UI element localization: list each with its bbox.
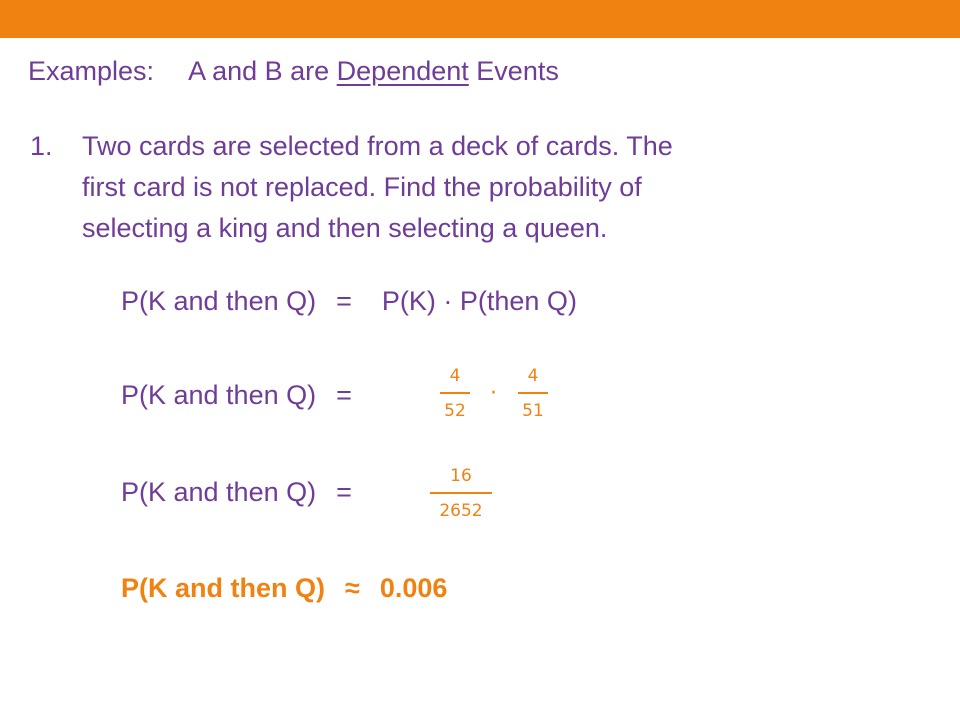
- slide-heading: [28, 56, 559, 87]
- equation-1-lhs: P(K and then Q): [121, 286, 317, 316]
- heading-prefix: Examples:: [28, 56, 155, 86]
- equation-4-operator: ≈: [345, 573, 360, 603]
- fraction-denominator: 52: [444, 401, 466, 421]
- heading-part2: Events: [468, 56, 559, 86]
- fraction-numerator: 4: [527, 366, 539, 386]
- equation-1-operator: =: [336, 286, 352, 316]
- problem-line-1: Two cards are selected from a deck of cards. The: [82, 131, 673, 161]
- equation-3-lhs: P(K and then Q): [121, 477, 317, 507]
- heading-underlined-term: Dependent: [336, 56, 469, 86]
- problem-number: 1.: [30, 131, 53, 161]
- equation-3: [121, 477, 352, 508]
- equation-3-operator: =: [336, 477, 352, 507]
- fraction-bar: [430, 492, 492, 494]
- fraction-numerator: 4: [449, 366, 461, 386]
- multiplication-dot: ·: [490, 381, 497, 406]
- problem-line-3: selecting a king and then selecting a queen.: [82, 213, 608, 243]
- problem-line-2: first card is not replaced. Find the probability of: [82, 172, 642, 202]
- equation-4-result: [121, 573, 447, 604]
- fraction-numerator: 16: [450, 466, 472, 486]
- equation-2-fraction-1: [440, 366, 470, 421]
- equation-3-fraction: [430, 466, 492, 521]
- heading-part1: A and B are: [188, 56, 337, 86]
- equation-2-fraction-2: [518, 366, 548, 421]
- fraction-bar: [518, 392, 548, 394]
- fraction-bar: [440, 392, 470, 394]
- equation-2-lhs: P(K and then Q): [121, 380, 317, 410]
- equation-4-value: 0.006: [379, 573, 448, 603]
- problem-statement: [30, 126, 910, 249]
- top-accent-bar: [0, 0, 960, 38]
- fraction-denominator: 2652: [439, 501, 483, 521]
- fraction-denominator: 51: [522, 401, 544, 421]
- equation-2: [121, 380, 352, 411]
- equation-1-rhs: P(K) · P(then Q): [381, 286, 577, 316]
- equation-2-operator: =: [336, 380, 352, 410]
- equation-4-lhs: P(K and then Q): [121, 573, 325, 603]
- equation-1: [121, 286, 577, 317]
